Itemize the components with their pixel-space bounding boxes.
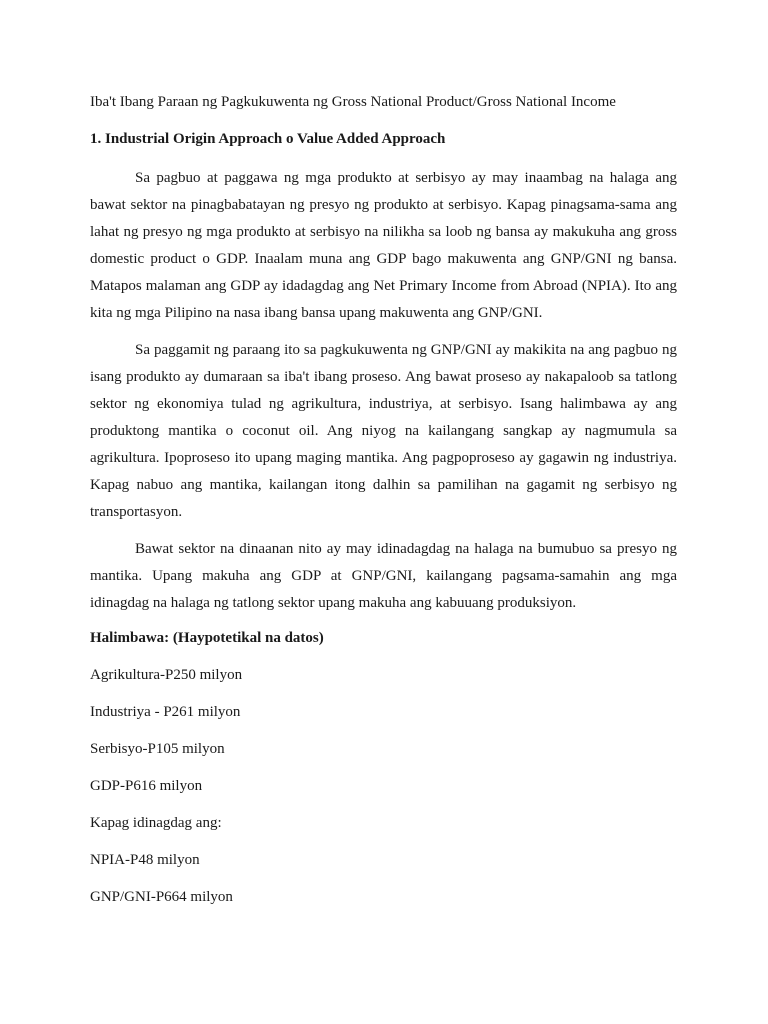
example-item-npia: NPIA-P48 milyon [90, 852, 200, 868]
example-item-gdp: GDP-P616 milyon [90, 778, 203, 794]
paragraph-1: Sa pagbuo at paggawa ng mga produkto at serbisyo ay may inaambag na halaga ang bawat sektor na pinagbabatayan ng presyo ng produkto at serbisyo. Kapag pinagsama-sama ang lahat ng presyo ng mga produkto at serbisyo na nilikha sa loob ng bansa ay makukuha ang gross domestic product o GDP. Inaalam muna ang GDP bago makuwenta ang GNP/GNI ng bansa. Matapos malaman ang GDP ay idadagdag ang Net Primary Income from Abroad (NPIA). Ito ang kita ng mga Pilipino na nasa ibang bansa upang makuwenta ang GNP/GNI. [90, 170, 677, 321]
paragraph-3: Bawat sektor na dinaanan nito ay may idinadagdag na halaga na bumubuo sa presyo ng mantika. Upang makuha ang GDP at GNP/GNI, kailangang pagsama-samahin ang mga idinagdag na halaga ng tatlong sektor upang makuha ang kabuuang produksiyon. [90, 541, 677, 611]
example-item-industriya: Industriya - P261 milyon [90, 704, 241, 720]
document-title: Iba't Ibang Paraan ng Pagkukuwenta ng Gross National Product/Gross National Income [90, 94, 616, 110]
example-item-serbisyo: Serbisyo-P105 milyon [90, 741, 225, 757]
example-item-agrikultura: Agrikultura-P250 milyon [90, 667, 243, 683]
document-page [90, 91, 677, 923]
example-item-kapag-idinagdag: Kapag idinagdag ang: [90, 815, 222, 831]
example-heading: Halimbawa: (Haypotetikal na datos) [90, 630, 324, 646]
section-heading: 1. Industrial Origin Approach o Value Added Approach [90, 131, 446, 147]
paragraph-2: Sa paggamit ng paraang ito sa pagkukuwenta ng GNP/GNI ay makikita na ang pagbuo ng isang produkto ay dumaraan sa iba't ibang proseso. Ang bawat proseso ay nakapaloob sa tatlong sektor ng ekonomiya tulad ng agrikultura, industriya, at serbisyo. Isang halimbawa ay ang produktong mantika o coconut oil. Ang niyog na kailangang sangkap ay nagmumula sa agrikultura. Ipoproseso ito upang maging mantika. Ang pagpoproseso ay gagawin ng industriya. Kapag nabuo ang mantika, kailangan itong dalhin sa pamilihan na gagamit ng serbisyo ng transportasyon. [90, 342, 677, 520]
example-item-gnp-gni: GNP/GNI-P664 milyon [90, 889, 233, 905]
